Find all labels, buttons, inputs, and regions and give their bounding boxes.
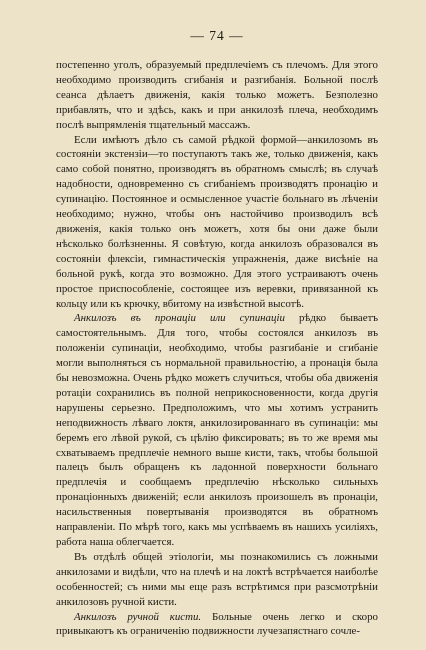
paragraph-text: Въ отдѣлѣ общей этіологіи, мы познакомились съ ложными анкилозами и видѣли, что на плечѣ и на локтѣ встрѣчается наиболѣе особенностей; съ ними мы еще разъ встрѣтимся при разсмотрѣніи анкилозовъ ручной кисти.: [56, 550, 378, 608]
italic-heading: Анкилозъ ручной кисти.: [74, 610, 202, 623]
paragraph: [56, 550, 378, 610]
paragraph-text: Больные очень легко и скоро привыкаютъ къ ограниченію подвижности лучезапястнаго сочле-: [56, 610, 378, 638]
paragraph: [56, 311, 378, 550]
paragraph-text: Если имѣютъ дѣло съ самой рѣдкой формой—анкилозомъ въ состояніи экстензіи—то поступаютъ такъ же, только движенія, какъ само собой понятно, производятъ въ обратномъ смыслѣ; въ случаѣ надобности, одновременно съ сгибаніемъ производятъ пронацію и супинацію. Постоянное и осмысленное участіе больнаго въ лѣченіи необходимо; нужно, чтобы онъ настойчиво производилъ всѣ движенія, какія только онъ можетъ, хотя бы они даже были нѣсколько болѣзненны. Я совѣтую, когда анкилозъ образовался въ состояніи флексіи, гимнастическія упражненія, даже висѣніе на больной рукѣ, когда это возможно. Для этого устраиваютъ очень простое приспособленіе, состоящее изъ веревки, привязанной къ кольцу или къ крючку, вбитому на извѣстной высотѣ.: [56, 133, 378, 310]
paragraph-text: постепенно уголъ, образуемый предплечіемъ съ плечомъ. Для этого необходимо производить сгибанія и разгибанія. Больной послѣ сеанса дѣлаетъ движенія, какія только можетъ. Безполезно прибавлять, что и здѣсь, какъ и при анкилозѣ плеча, необходимъ послѣ выпрямленія тщательный массажъ.: [56, 59, 378, 131]
page-number: — 74 —: [190, 28, 244, 43]
italic-heading: Анкилозъ въ пронаціи или супинаціи: [74, 312, 285, 325]
body-text: [56, 58, 378, 639]
paragraph: [56, 133, 378, 312]
paragraph: [56, 610, 378, 640]
paragraph: [56, 58, 378, 133]
paragraph-text: рѣдко бываетъ самостоятельнымъ. Для того, чтобы состоялся анкилозъ въ положеніи супинаціи, необходимо, чтобы разгибаніе и сгибаніе могли выполняться съ нормальной правильностію, а пронація была бы невозможна. Очень рѣдко можетъ случиться, чтобы оба движенія ротаціи сохранились въ полной неприкосновенности, когда другія нарушены серьезно. Предположимъ, что мы хотимъ устранить неподвижность лѣваго локтя, анкилозированнаго въ супинаціи: мы беремъ его лѣвой рукой, съ цѣлію фиксировать; въ то же время мы схватываемъ предплечіе немного выше кисти, такъ, чтобы большой палецъ былъ обращенъ къ ладонной поверхности больнаго предплечія и сообщаемъ предплечію нѣсколько сильныхъ пронаціонныхъ движеній; если анкилозъ произошелъ въ пронаціи, насильственныя повертыванія производятся въ обратномъ направленіи. По мѣрѣ того, какъ мы успѣваемъ въ нашихъ усиліяхъ, работа наша облегчается.: [56, 312, 378, 548]
